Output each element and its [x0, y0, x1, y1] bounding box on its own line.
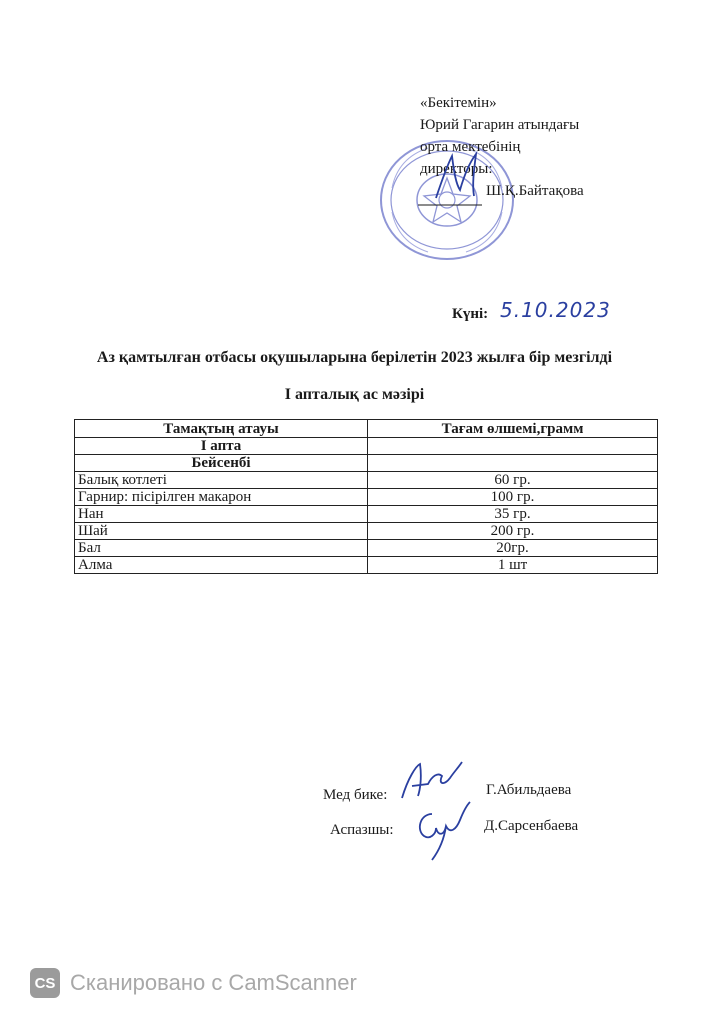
food-name: Алма [75, 557, 368, 574]
date-label: Күні: [452, 306, 489, 322]
food-name: Шай [75, 523, 368, 540]
food-name: Гарнир: пісірілген макарон [75, 489, 368, 506]
week-row [75, 438, 658, 455]
header-portion: Тағам өлшемі,грамм [368, 420, 658, 438]
table-row [75, 472, 658, 489]
document-title: Аз қамтылған отбасы оқушыларына берілетін 2023 жылға бір мезгілді [96, 349, 613, 366]
table-row [75, 540, 658, 557]
date-value: 5.10.2023 [500, 298, 611, 322]
director-signature [418, 150, 498, 210]
week-label: I апта [75, 438, 368, 455]
food-amount: 35 гр. [368, 506, 658, 523]
day-row [75, 455, 658, 472]
approval-line-1: Юрий Гагарин атындағы [420, 117, 580, 133]
camscanner-watermark [30, 968, 357, 998]
table-header-row [75, 420, 658, 438]
food-name: Бал [75, 540, 368, 557]
document-subtitle: I апталық ас мәзірі [284, 386, 425, 403]
approval-line-2: орта мектебінің [420, 139, 521, 155]
camscanner-text: Сканировано с CamScanner [70, 970, 357, 995]
table-row [75, 557, 658, 574]
food-amount: 1 шт [368, 557, 658, 574]
empty-cell [368, 455, 658, 472]
cook-role-label: Аспазшы: [330, 822, 394, 838]
table-row [75, 523, 658, 540]
food-name: Нан [75, 506, 368, 523]
menu-table [74, 419, 658, 574]
nurse-name: Г.Абильдаева [486, 782, 572, 798]
table-row [75, 506, 658, 523]
approval-heading: «Бекітемін» [420, 95, 497, 111]
food-amount: 100 гр. [368, 489, 658, 506]
cook-signature [410, 800, 472, 862]
date-field [452, 298, 611, 323]
food-amount: 60 гр. [368, 472, 658, 489]
day-label: Бейсенбі [75, 455, 368, 472]
food-name: Балық котлеті [75, 472, 368, 489]
approval-line-3: директоры: [420, 161, 493, 177]
director-name: Ш.Қ.Байтақова [486, 183, 584, 199]
nurse-role-label: Мед бике: [323, 787, 388, 803]
header-food-name: Тамақтың атауы [75, 420, 368, 438]
table-row [75, 489, 658, 506]
camscanner-logo-icon: CS [30, 968, 60, 998]
food-amount: 200 гр. [368, 523, 658, 540]
empty-cell [368, 438, 658, 455]
food-amount: 20гр. [368, 540, 658, 557]
cook-name: Д.Сарсенбаева [484, 818, 579, 834]
